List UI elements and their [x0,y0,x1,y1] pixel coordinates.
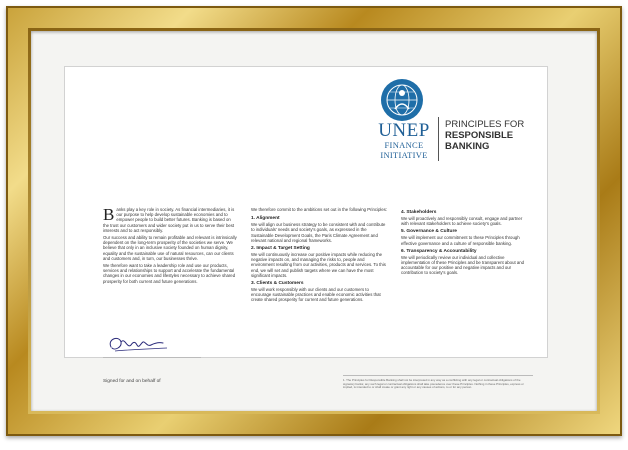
principle-body: We will work responsibly with our clients and our customers to encourage sustainable practices and enable economic activities that create shared prosperity for current and future generations. [251,287,381,303]
principle-title: 6. Transparency & Accountability [401,248,477,254]
principle-title: 5. Governance & Culture [401,229,457,235]
principle-body: We will align our business strategy to be consistent with and contribute to individuals' needs and society's goals, as expressed in the Sustainable Development Goals, the Paris Climate Agreement and relevant national and regional frameworks. [251,222,386,243]
prb-wordmark [445,119,527,152]
principles-line3: BANKING [445,141,490,152]
principle-body: We will continuously increase our positive impacts while reducing the negative impacts on, and managing the risks to, people and environment resulting from our activities, products and services. To this end, we will set and publish targets where we can have the most significant impacts. [251,252,386,278]
unep-fi-prb-logo [375,79,525,171]
logo-divider [438,117,439,161]
principles-column-2 [401,207,531,277]
footnote-rule [343,375,533,376]
org-line3: INITIATIVE [380,150,428,160]
principle-body: We will implement our commitment to these Principles through effective governance and a culture of responsible banking. [401,235,520,246]
certificate-document [65,67,547,390]
principle-title: 4. Stakeholders [401,210,437,215]
org-line2: FINANCE [384,140,424,150]
signed-on-behalf-text: Signed for and on behalf of [103,379,161,384]
intro-paragraph-2: Our success and ability to remain profitable and relevant is intrinsically dependent on the long-term prosperity of the societies we serve. We believe that only in an inclusive society founded on human dignity, equality and the sustainable use of natural resources, can our clients and customers and, in turn, our businesses thrive. [103,235,237,261]
principle-body: We will proactively and responsibly consult, engage and partner with relevant stakeholders to achieve society's goals. [401,216,523,227]
frame-bevel [28,28,600,414]
footnote: 1. The Principles for Responsible Banking shall not be interpreted in any way as a conflicting with any legal or contractual obligations of the signatory banks; any such legal or contractual obligations shall take precedence over these Principles. Nothing in these Principles, express or implied, is intended to or shall create or grant any right or any causes of actions, to or for any person. [343,378,524,390]
principle-body: We will periodically review our individual and collective implementation of these Principles and be transparent about and accountable for our positive and negative impacts and our contribution to society's goals. [401,254,525,276]
un-emblem-icon [381,79,423,121]
intro-column [103,207,237,286]
drop-cap: B [103,205,115,224]
principle-title: 3. Clients & Customers [251,281,304,287]
principle-title: 1. Alignment [251,216,280,222]
handwritten-signature [105,333,175,355]
org-line1: UNEP [378,120,430,141]
intro-paragraph-3: We therefore want to take a leadership role and use our products, services and relationships to support and accelerate the fundamental changes in our economies and lifestyles necessary to achieve shared prosperity for both current and future generations. [103,263,236,284]
signature-line [103,357,201,358]
principles-intro: We therefore commit to the ambitions set out in the following Principles: [251,207,388,212]
intro-paragraph-1 [103,207,237,233]
principles-line2: RESPONSIBLE [445,130,514,141]
intro-paragraph-1-text: anks play a key role in society. As financial intermediaries, it is our purpose to help develop sustainable economies and to empower people to build better futures. Banking is based on the trust our customers and wider society put in us to serve their best interests and to act responsibly. [103,207,235,233]
principle-title: 2. Impact & Target Setting [251,246,310,252]
picture-frame [6,6,622,436]
unep-fi-wordmark [375,121,433,160]
frame-mat [31,31,597,411]
principles-line1: PRINCIPLES FOR [445,119,525,130]
principles-column-1 [251,207,389,304]
